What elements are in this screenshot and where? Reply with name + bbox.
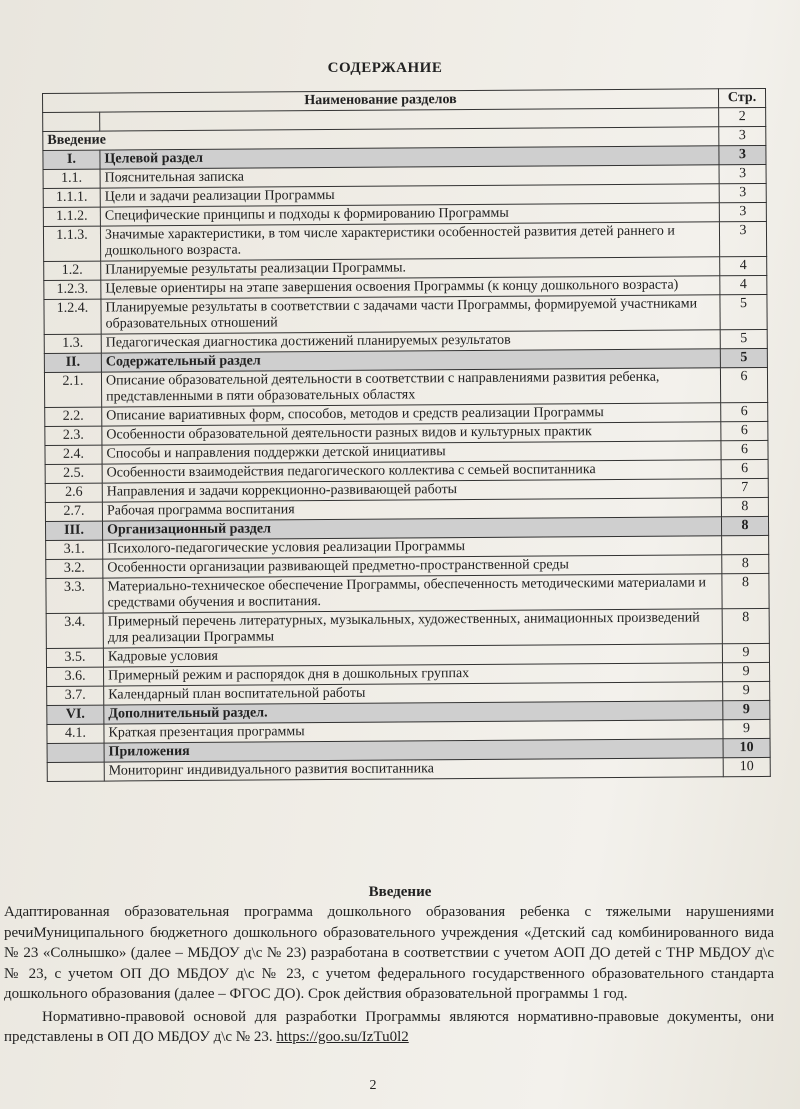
toc-row-page: 6 <box>721 421 768 440</box>
toc-row-page: 3 <box>719 145 766 164</box>
toc-row-number: 1.2.3. <box>44 280 101 299</box>
toc-row-title: Описание вариативных форм, способов, методов и средств реализации Программы <box>102 403 721 426</box>
toc-row-number: 3.4. <box>46 613 103 648</box>
toc-row-page: 3 <box>719 126 766 145</box>
toc-row-page: 9 <box>723 719 770 738</box>
intro-paragraph-1: Адаптированная образовательная программа дошкольного образования ребенка с тяжелыми нарушениями речиМуниципального бюджетного дошкольного образовательного учреждения «Детский сад комбинированного вида № 23 «Солнышко» (далее – МБДОУ д\с № 23) разработана в соответствии с учетом АОП ДО детей с ТНР МБДОУ д\с № 23, с учетом ОП ДО МБДОУ д\с № 23, с учетом федерального государственного образовательного стандарта дошкольного образования (далее – ФГОС ДО). Срок действия образовательной программы 1 год. <box>4 904 774 1002</box>
toc-row-number: II. <box>44 353 101 372</box>
intro-paragraph-2 <box>4 1007 774 1048</box>
toc-row <box>46 608 769 648</box>
toc-header-page: Стр. <box>718 88 765 107</box>
toc-row <box>47 757 770 781</box>
toc-row-title: Целевые ориентиры на этапе завершения освоения Программы (к концу дошкольного возраста) <box>101 276 720 299</box>
toc-row-number: 2.5. <box>45 464 102 483</box>
toc-row-title: Особенности организации развивающей предметно-пространственной среды <box>103 555 722 578</box>
toc-row-page: 9 <box>723 700 770 719</box>
toc-row-title: Особенности образовательной деятельности разных видов и культурных практик <box>102 422 721 445</box>
toc-row-title: Приложения <box>104 739 723 762</box>
toc-row-page: 3 <box>719 164 766 183</box>
toc-row-number: 1.1.2. <box>43 207 100 226</box>
toc-row-number <box>43 112 100 131</box>
toc-row-title: Организационный раздел <box>102 517 721 540</box>
toc-header-name: Наименование разделов <box>43 89 719 113</box>
page-number: 2 <box>369 1078 377 1093</box>
toc-row-page: 6 <box>720 367 767 402</box>
toc-row-page: 6 <box>721 440 768 459</box>
toc-row-title: Примерный перечень литературных, музыкальных, художественных, анимационных произведений для реализации Программы <box>103 609 722 648</box>
toc-title: СОДЕРЖАНИЕ <box>327 60 443 76</box>
toc-row <box>44 367 767 407</box>
toc-row-number: 2.3. <box>45 426 102 445</box>
toc-row-title: Значимые характеристики, в том числе характеристики особенностей развития детей раннего и дошкольного возраста. <box>100 222 719 261</box>
toc-row-number: 1.1.3. <box>43 226 100 261</box>
toc-row-title: Планируемые результаты в соответствии с задачами части Программы, формируемой участниками образовательных отношений <box>101 295 720 334</box>
toc-row-number: 1.1. <box>43 169 100 188</box>
toc-row-number: 1.2.4. <box>44 299 101 334</box>
toc-row-title: Дополнительный раздел. <box>104 701 723 724</box>
toc-row-number: 2.4. <box>45 445 102 464</box>
toc-row <box>46 573 769 613</box>
toc-row-number: 1.3. <box>44 334 101 353</box>
toc-row-title: Способы и направления поддержки детской инициативы <box>102 441 721 464</box>
toc-row-title: Кадровые условия <box>103 644 722 667</box>
toc-row-page: 8 <box>722 608 769 643</box>
toc-row-page: 9 <box>723 681 770 700</box>
toc-row-number: 2.6 <box>45 483 102 502</box>
toc-row-number: 3.2. <box>46 559 103 578</box>
toc-row-page: 8 <box>722 554 769 573</box>
toc-row-page: 3 <box>719 221 766 256</box>
toc-row-title: Планируемые результаты реализации Программы. <box>101 257 720 280</box>
toc-row-page: 5 <box>720 294 767 329</box>
toc-row-title: Краткая презентация программы <box>104 720 723 743</box>
toc-row-title: Материально-техническое обеспечение Программы, обеспеченность методическими материалами и средствами обучения и воспитания. <box>103 574 722 613</box>
toc-row-title: Целевой раздел <box>100 146 719 169</box>
toc-row-page: 4 <box>720 275 767 294</box>
toc-row-page: 8 <box>722 573 769 608</box>
toc-row-number: 3.7. <box>47 686 104 705</box>
toc-row-title: Календарный план воспитательной работы <box>104 682 723 705</box>
toc-table <box>42 88 771 782</box>
toc-row-page: 6 <box>721 402 768 421</box>
toc-row-title: Педагогическая диагностика достижений планируемых результатов <box>101 330 720 353</box>
toc-row-page: 3 <box>719 202 766 221</box>
toc-row-page: 6 <box>721 459 768 478</box>
toc-row-number: 2.1. <box>44 372 101 407</box>
toc-row-number: 1.2. <box>44 261 101 280</box>
toc-row-title: Примерный режим и распорядок дня в дошкольных группах <box>104 663 723 686</box>
intro-heading: Введение <box>368 884 432 900</box>
toc-row-number: 3.6. <box>47 667 104 686</box>
toc-row-title: Особенности взаимодействия педагогического коллектива с семьей воспитанника <box>102 460 721 483</box>
intro-text <box>4 902 774 1048</box>
toc-row-page: 9 <box>722 662 769 681</box>
toc-body <box>43 88 771 781</box>
toc-row-number: 3.5. <box>46 648 103 667</box>
toc-row-page <box>722 535 769 554</box>
toc-row-page: 8 <box>721 497 768 516</box>
toc-row-page: 8 <box>721 516 768 535</box>
toc-row-page: 10 <box>723 757 770 776</box>
toc-row-page: 7 <box>721 478 768 497</box>
toc-row-page: 2 <box>719 107 766 126</box>
toc-row-number: III. <box>45 521 102 540</box>
toc-row-page: 5 <box>720 348 767 367</box>
toc-row <box>43 221 766 261</box>
intro-paragraph-2-text: Нормативно-правовой основой для разработки Программы являются нормативно-правовые документы, они представлены в ОП ДО МБДОУ д\с № 23. <box>4 1008 774 1045</box>
toc-row-title: Содержательный раздел <box>101 349 720 372</box>
toc-row-number: 3.3. <box>46 578 103 613</box>
toc-row-page: 5 <box>720 329 767 348</box>
toc-row <box>44 294 767 334</box>
toc-row-number: 4.1. <box>47 724 104 743</box>
toc-row-page: 4 <box>720 256 767 275</box>
toc-row-number: 1.1.1. <box>43 188 100 207</box>
toc-row-title: Описание образовательной деятельности в соответствии с направлениями развития ребенка, представленными в пяти образовательных областях <box>101 368 720 407</box>
toc-row-title: Цели и задачи реализации Программы <box>100 184 719 207</box>
toc-row-number <box>47 743 104 762</box>
intro-link[interactable]: https://goo.su/IzTu0l2 <box>276 1029 409 1045</box>
toc-row-number: 2.2. <box>45 407 102 426</box>
toc-row-number <box>47 762 104 781</box>
toc-row-intro: Введение <box>43 127 719 151</box>
toc-row-title: Направления и задачи коррекционно-развивающей работы <box>102 479 721 502</box>
toc-row-number: 2.7. <box>45 502 102 521</box>
toc-row-title: Специфические принципы и подходы к формированию Программы <box>100 203 719 226</box>
toc-row-number: I. <box>43 150 100 169</box>
toc-row-title: Мониторинг индивидуального развития воспитанника <box>104 758 723 781</box>
toc-row-page: 10 <box>723 738 770 757</box>
toc-row-page: 9 <box>722 643 769 662</box>
toc-row-title: Пояснительная записка <box>100 165 719 188</box>
toc-row-number: VI. <box>47 705 104 724</box>
toc-row-title: Рабочая программа воспитания <box>102 498 721 521</box>
toc-row-page: 3 <box>719 183 766 202</box>
toc-row-number: 3.1. <box>46 540 103 559</box>
toc-row-title: Психолого-педагогические условия реализации Программы <box>103 536 722 559</box>
